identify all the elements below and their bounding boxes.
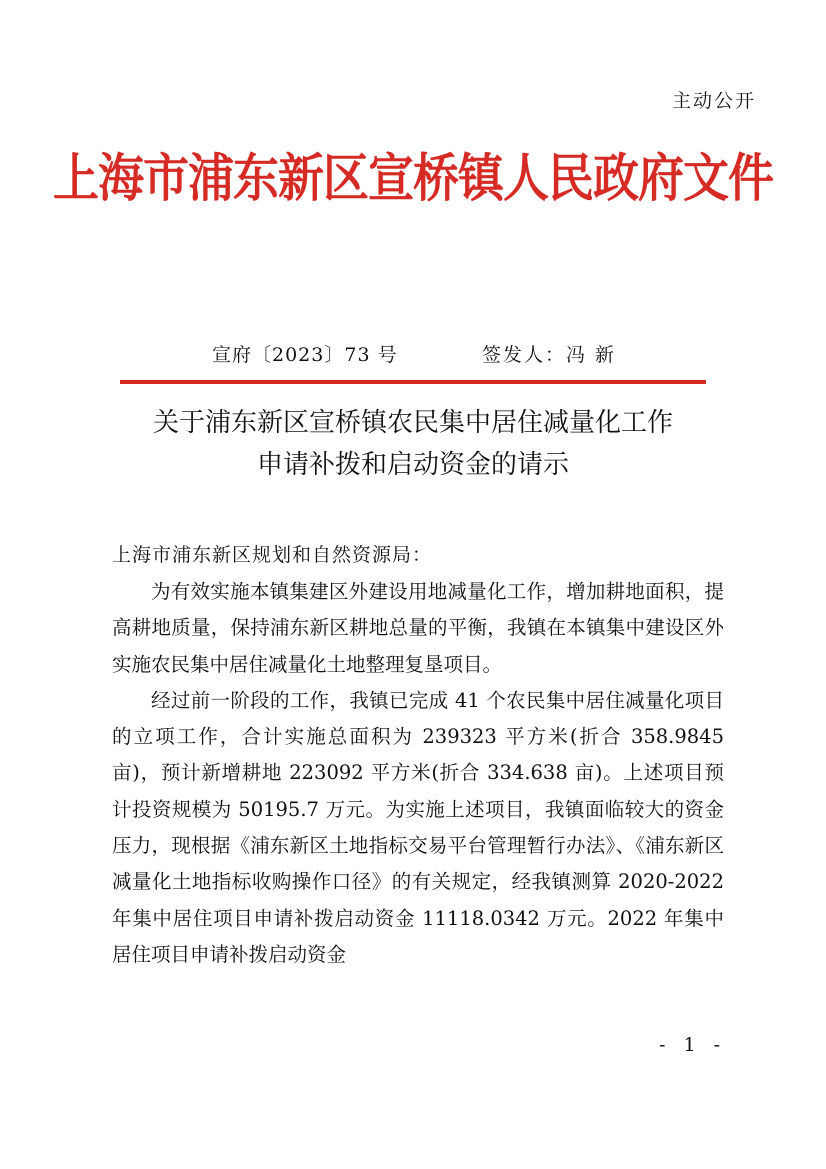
paragraph-2: 经过前一阶段的工作，我镇已完成 41 个农民集中居住减量化项目的立项工作，合计实施总面积为 239323 平方米(折合 358.9845 亩)，预计新增耕地 223092 平方米(折合 334.638 亩)。上述项目预计投资规模为 50195.7 万元。为实施上述项目，我镇面临较大的资金压力，现根据《浦东新区土地指标交易平台管理暂行办法》、《浦东新区减量化土地指标收购操作口径》的有关规定，经我镇测算 2020-2022 年集中居住项目申请补拨启动资金 11118.0342 万元。2022 年集中居住项目申请补拨启动资金 <box>112 688 724 966</box>
body-text <box>112 574 724 973</box>
issuer-title: 上海市浦东新区宣桥镇人民政府文件 <box>53 148 773 209</box>
document-info-row <box>0 340 826 366</box>
signer: 签发人：冯 新 <box>482 344 617 366</box>
document-title <box>0 402 826 486</box>
disclosure-label: 主动公开 <box>671 90 756 112</box>
paragraph-1: 为有效实施本镇集建区外建设用地减量化工作，增加耕地面积，提高耕地质量，保持浦东新区耕地总量的平衡，我镇在本镇集中建设区外实施农民集中居住减量化土地整理复垦项目。 <box>112 580 724 676</box>
addressee: 上海市浦东新区规划和自然资源局： <box>112 544 433 566</box>
page-number: - 1 - <box>658 1034 726 1056</box>
document-number: 宣府〔2023〕73 号 <box>212 344 398 366</box>
title-line-2: 申请补拨和启动资金的请示 <box>256 450 569 480</box>
title-line-1: 关于浦东新区宣桥镇农民集中居住减量化工作 <box>152 408 673 438</box>
red-divider <box>120 380 706 384</box>
